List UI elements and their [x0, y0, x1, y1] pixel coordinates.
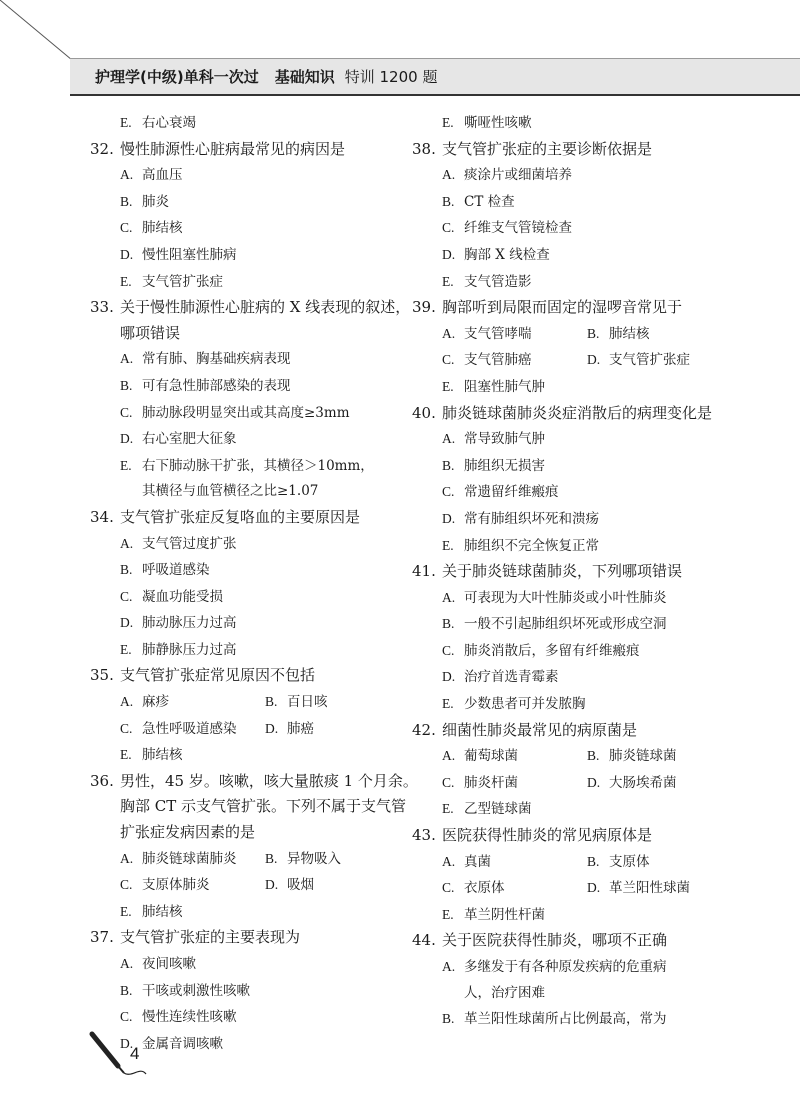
option-text: 麻疹	[142, 694, 169, 711]
option-text: CT 检查	[464, 193, 515, 210]
answer-option	[442, 849, 587, 876]
option-label: C.	[442, 352, 455, 368]
answer-option	[412, 242, 742, 269]
answer-option	[587, 849, 732, 876]
answer-option	[90, 584, 420, 611]
option-text: 肺炎链球菌	[609, 748, 677, 765]
question-number: 39.	[412, 298, 436, 317]
answer-option	[587, 875, 732, 902]
option-label: E.	[120, 747, 132, 763]
answer-option	[90, 189, 420, 216]
option-label: A.	[120, 956, 134, 971]
option-text: 常有肺组织坏死和溃疡	[464, 510, 599, 527]
answer-option	[90, 557, 420, 584]
answer-option	[265, 846, 410, 873]
option-text: 肺结核	[142, 903, 183, 920]
option-label: E.	[442, 273, 454, 289]
option-text: 常导致肺气肿	[464, 431, 545, 448]
option-label: B.	[442, 616, 455, 632]
answer-option	[265, 872, 410, 899]
answer-option-row	[90, 846, 420, 873]
answer-option	[120, 716, 265, 743]
option-text: 葡萄球菌	[464, 748, 518, 765]
question-number: 37.	[90, 928, 114, 947]
option-label: A.	[442, 431, 456, 447]
answer-option-row	[90, 716, 420, 743]
answer-option	[412, 453, 742, 480]
option-label: C.	[442, 220, 455, 236]
option-label: A.	[120, 850, 134, 866]
option-text: 百日咳	[287, 694, 328, 711]
option-label: A.	[442, 325, 456, 341]
question-stem: 支气管扩张症常见原因不包括	[120, 666, 316, 685]
option-label: B.	[442, 457, 455, 473]
option-text: 高血压	[142, 167, 183, 184]
option-text: 胸部 X 线检查	[464, 246, 550, 263]
question-number: 36.	[90, 771, 114, 790]
answer-option	[90, 637, 420, 664]
option-label: D.	[587, 880, 601, 896]
answer-option	[412, 426, 742, 453]
question-number: 34.	[90, 507, 114, 526]
answer-option	[265, 716, 410, 743]
option-label: C.	[120, 404, 133, 420]
option-text: 支气管哮喘	[464, 325, 532, 342]
option-text: 可有急性肺部感染的表现	[142, 377, 291, 394]
option-text: 常遗留纤维瘢痕	[464, 484, 559, 501]
question-number: 40.	[412, 403, 436, 422]
answer-option	[442, 875, 587, 902]
answer-option	[90, 610, 420, 637]
question	[412, 137, 742, 163]
option-label: E.	[442, 115, 454, 130]
option-text: 肺结核	[142, 747, 183, 764]
answer-option	[412, 269, 742, 296]
option-label: C.	[442, 642, 455, 658]
option-text: 阻塞性肺气肿	[464, 378, 545, 395]
option-label: A.	[120, 694, 134, 710]
answer-option	[442, 347, 587, 374]
option-label: E.	[120, 457, 132, 473]
question-stem: 支气管扩张症反复咯血的主要原因是	[120, 507, 361, 526]
answer-option	[265, 689, 410, 716]
option-label: C.	[442, 880, 455, 896]
answer-option	[412, 664, 742, 691]
question-stem: 细菌性肺炎最常见的病原菌是	[442, 720, 638, 739]
question	[412, 823, 742, 849]
answer-option	[442, 770, 587, 797]
option-text: 纤维支气管镜检查	[464, 220, 572, 237]
option-text: 肺动脉压力过高	[142, 615, 237, 632]
option-text: 金属音调咳嗽	[142, 1035, 223, 1052]
option-text: 干咳或刺激性咳嗽	[142, 982, 250, 999]
answer-option	[412, 954, 742, 981]
answer-option	[90, 426, 420, 453]
answer-option	[412, 189, 742, 216]
question-number: 35.	[90, 666, 114, 685]
question-stem: 胸部听到局限而固定的湿啰音常见于	[442, 298, 683, 317]
running-header	[95, 66, 437, 87]
header-subtitle: 特训 1200 题	[344, 68, 438, 86]
question-number: 44.	[412, 931, 436, 950]
answer-option	[412, 533, 742, 560]
option-text: 夜间咳嗽	[142, 956, 196, 972]
answer-option	[587, 743, 732, 770]
option-label: E.	[442, 378, 454, 394]
option-text: 肺炎	[142, 193, 169, 210]
option-label: C.	[120, 220, 133, 236]
option-label: E.	[442, 696, 454, 712]
option-label: B.	[120, 377, 133, 393]
option-label: C.	[442, 484, 455, 500]
question-stem: 支气管扩张症的主要诊断依据是	[442, 139, 653, 158]
answer-option	[412, 902, 742, 929]
option-text: 肺动脉段明显突出或其高度≥3mm	[142, 404, 350, 421]
answer-option-row	[412, 875, 742, 902]
option-label: B.	[587, 325, 600, 341]
option-text: 呼吸道感染	[142, 562, 210, 579]
answer-option	[412, 796, 742, 823]
option-text: 右下肺动脉干扩张，其横径＞10mm，	[142, 457, 374, 474]
answer-option	[412, 110, 742, 137]
answer-option-row	[412, 321, 742, 348]
option-text: 支气管扩张症	[609, 352, 690, 369]
option-text: 肺炎杆菌	[464, 774, 518, 791]
option-label: D.	[442, 246, 456, 262]
question-number: 43.	[412, 826, 436, 845]
answer-option-row	[412, 347, 742, 374]
question	[90, 295, 420, 346]
answer-option	[120, 689, 265, 716]
option-text: 支原体	[609, 853, 650, 870]
option-text-continued: 人，治疗困难	[464, 984, 545, 1001]
option-label: B.	[587, 853, 600, 869]
question-stem: 关于医院获得性肺炎，哪项不正确	[442, 931, 668, 950]
section-title: 基础知识	[274, 68, 335, 86]
option-label: D.	[120, 615, 134, 631]
option-label: E.	[120, 273, 132, 289]
answer-option-row	[412, 849, 742, 876]
option-label: B.	[120, 982, 133, 998]
option-label: C.	[120, 877, 133, 893]
answer-option	[412, 162, 742, 189]
question-stem: 男性，45 岁。咳嗽，咳大量脓痰 1 个月余。胸部 CT 示支气管扩张。下列不属于支气管扩张症发病因素的是	[120, 771, 418, 842]
question	[412, 295, 742, 321]
option-label: D.	[442, 510, 456, 526]
answer-option	[90, 346, 420, 373]
answer-option-row	[90, 872, 420, 899]
question	[90, 505, 420, 531]
answer-option	[90, 453, 420, 480]
answer-option	[412, 479, 742, 506]
option-label: E.	[120, 115, 132, 130]
pen-icon	[88, 1030, 158, 1080]
answer-option	[412, 374, 742, 401]
option-label: A.	[120, 535, 134, 551]
answer-option	[90, 899, 420, 926]
answer-option-row	[90, 689, 420, 716]
answer-option	[90, 400, 420, 427]
option-text: 支原体肺炎	[142, 877, 210, 894]
left-column	[90, 110, 420, 1057]
answer-option	[412, 585, 742, 612]
option-text: 真菌	[464, 853, 491, 870]
option-text: 革兰阳性球菌所占比例最高，常为	[464, 1011, 667, 1028]
option-text: 乙型链球菌	[464, 801, 532, 818]
option-text: 少数患者可并发脓胸	[464, 696, 586, 713]
option-text: 一般不引起肺组织坏死或形成空洞	[464, 616, 667, 633]
question-stem: 关于肺炎链球菌肺炎，下列哪项错误	[442, 562, 683, 581]
answer-option	[442, 321, 587, 348]
option-text: 肺组织无损害	[464, 457, 545, 474]
option-label: B.	[265, 850, 278, 866]
option-label: B.	[442, 1011, 455, 1027]
option-text: 慢性阻塞性肺病	[142, 246, 237, 263]
option-text: 嘶哑性咳嗽	[464, 115, 532, 131]
option-label: A.	[442, 748, 456, 764]
corner-decoration	[0, 0, 80, 80]
question-number: 42.	[412, 720, 436, 739]
answer-option	[90, 742, 420, 769]
option-text: 痰涂片或细菌培养	[464, 167, 572, 184]
option-label: D.	[587, 774, 601, 790]
question	[90, 137, 420, 163]
question	[90, 925, 420, 951]
option-text: 多继发于有各种原发疾病的危重病	[464, 959, 667, 975]
answer-option	[120, 846, 265, 873]
option-text: 革兰阴性杆菌	[464, 906, 545, 923]
question-number: 32.	[90, 139, 114, 158]
answer-option	[587, 347, 732, 374]
option-text: 支气管肺癌	[464, 352, 532, 369]
option-label: D.	[265, 877, 279, 893]
option-label: B.	[265, 694, 278, 710]
option-text: 慢性连续性咳嗽	[142, 1009, 237, 1026]
option-text: 常有肺、胸基础疾病表现	[142, 351, 291, 368]
option-label: B.	[442, 193, 455, 209]
answer-option	[587, 770, 732, 797]
option-label: C.	[120, 588, 133, 604]
answer-option	[90, 951, 420, 978]
question-stem: 支气管扩张症的主要表现为	[120, 928, 301, 947]
option-label: D.	[120, 246, 134, 262]
option-text: 可表现为大叶性肺炎或小叶性肺炎	[464, 589, 667, 606]
option-label: D.	[120, 431, 134, 447]
answer-option	[412, 215, 742, 242]
option-label: C.	[120, 720, 133, 736]
question	[90, 663, 420, 689]
question-number: 33.	[90, 298, 114, 317]
header-rule	[70, 94, 800, 96]
option-text: 肺静脉压力过高	[142, 641, 237, 658]
question	[412, 928, 742, 954]
answer-option	[587, 321, 732, 348]
option-text: 大肠埃希菌	[609, 774, 677, 791]
option-label: E.	[442, 801, 454, 817]
answer-option-row	[412, 743, 742, 770]
option-text: 异物吸入	[287, 850, 341, 867]
option-label: D.	[120, 1035, 134, 1051]
answer-option	[90, 110, 420, 137]
option-text: 吸烟	[287, 877, 314, 894]
option-text: 革兰阳性球菌	[609, 880, 690, 897]
option-label: A.	[442, 589, 456, 605]
answer-option	[90, 978, 420, 1005]
option-label: C.	[120, 1009, 133, 1025]
option-text: 肺组织不完全恢复正常	[464, 537, 599, 554]
answer-option	[90, 162, 420, 189]
right-column	[412, 110, 742, 1033]
option-label: D.	[587, 352, 601, 368]
answer-option	[90, 269, 420, 296]
answer-option	[90, 242, 420, 269]
question-stem: 关于慢性肺源性心脏病的 X 线表现的叙述，哪项错误	[120, 298, 411, 342]
answer-option	[90, 215, 420, 242]
option-label: A.	[442, 959, 456, 974]
answer-option	[90, 1004, 420, 1031]
answer-option	[412, 506, 742, 533]
option-label: E.	[442, 537, 454, 553]
option-label: A.	[442, 853, 456, 869]
option-text: 肺癌	[287, 720, 314, 737]
option-label: E.	[120, 641, 132, 657]
option-text: 治疗首选青霉素	[464, 669, 559, 686]
answer-option	[412, 691, 742, 718]
option-text: 右心室肥大征象	[142, 431, 237, 448]
question-stem: 慢性肺源性心脏病最常见的病因是	[120, 139, 346, 158]
option-text: 支气管造影	[464, 273, 532, 290]
question-number: 41.	[412, 562, 436, 581]
option-text: 急性呼吸道感染	[142, 720, 237, 737]
option-label: B.	[120, 193, 133, 209]
option-text-continued: 其横径与血管横径之比≥1.07	[142, 483, 319, 500]
answer-option-row	[412, 770, 742, 797]
question	[412, 718, 742, 744]
option-label: A.	[120, 351, 134, 367]
question-stem: 医院获得性肺炎的常见病原体是	[442, 826, 653, 845]
book-title: 护理学(中级)单科一次过	[95, 68, 259, 86]
question	[412, 559, 742, 585]
answer-option	[90, 531, 420, 558]
option-text: 衣原体	[464, 880, 505, 897]
answer-option	[90, 373, 420, 400]
page-number: 4	[130, 1044, 140, 1063]
question	[412, 401, 742, 427]
answer-option	[442, 743, 587, 770]
option-label: B.	[587, 748, 600, 764]
option-text: 肺炎链球菌肺炎	[142, 850, 237, 867]
answer-option	[412, 638, 742, 665]
question-stem: 肺炎链球菌肺炎炎症消散后的病理变化是	[442, 403, 713, 422]
option-text: 肺炎消散后，多留有纤维瘢痕	[464, 642, 640, 659]
option-label: E.	[442, 906, 454, 922]
option-label: D.	[265, 720, 279, 736]
answer-option	[412, 1006, 742, 1033]
option-label: A.	[120, 167, 134, 183]
option-text: 右心衰竭	[142, 115, 196, 131]
option-text: 支气管扩张症	[142, 273, 223, 290]
option-label: B.	[120, 562, 133, 578]
question-number: 38.	[412, 139, 436, 158]
question	[90, 769, 420, 846]
option-label: C.	[442, 774, 455, 790]
option-label: D.	[442, 669, 456, 685]
answer-option	[120, 872, 265, 899]
answer-option	[412, 611, 742, 638]
option-text: 凝血功能受损	[142, 588, 223, 605]
option-label: E.	[120, 903, 132, 919]
option-text: 肺结核	[142, 220, 183, 237]
option-text: 肺结核	[609, 325, 650, 342]
option-text: 支气管过度扩张	[142, 535, 237, 552]
option-label: A.	[442, 167, 456, 183]
